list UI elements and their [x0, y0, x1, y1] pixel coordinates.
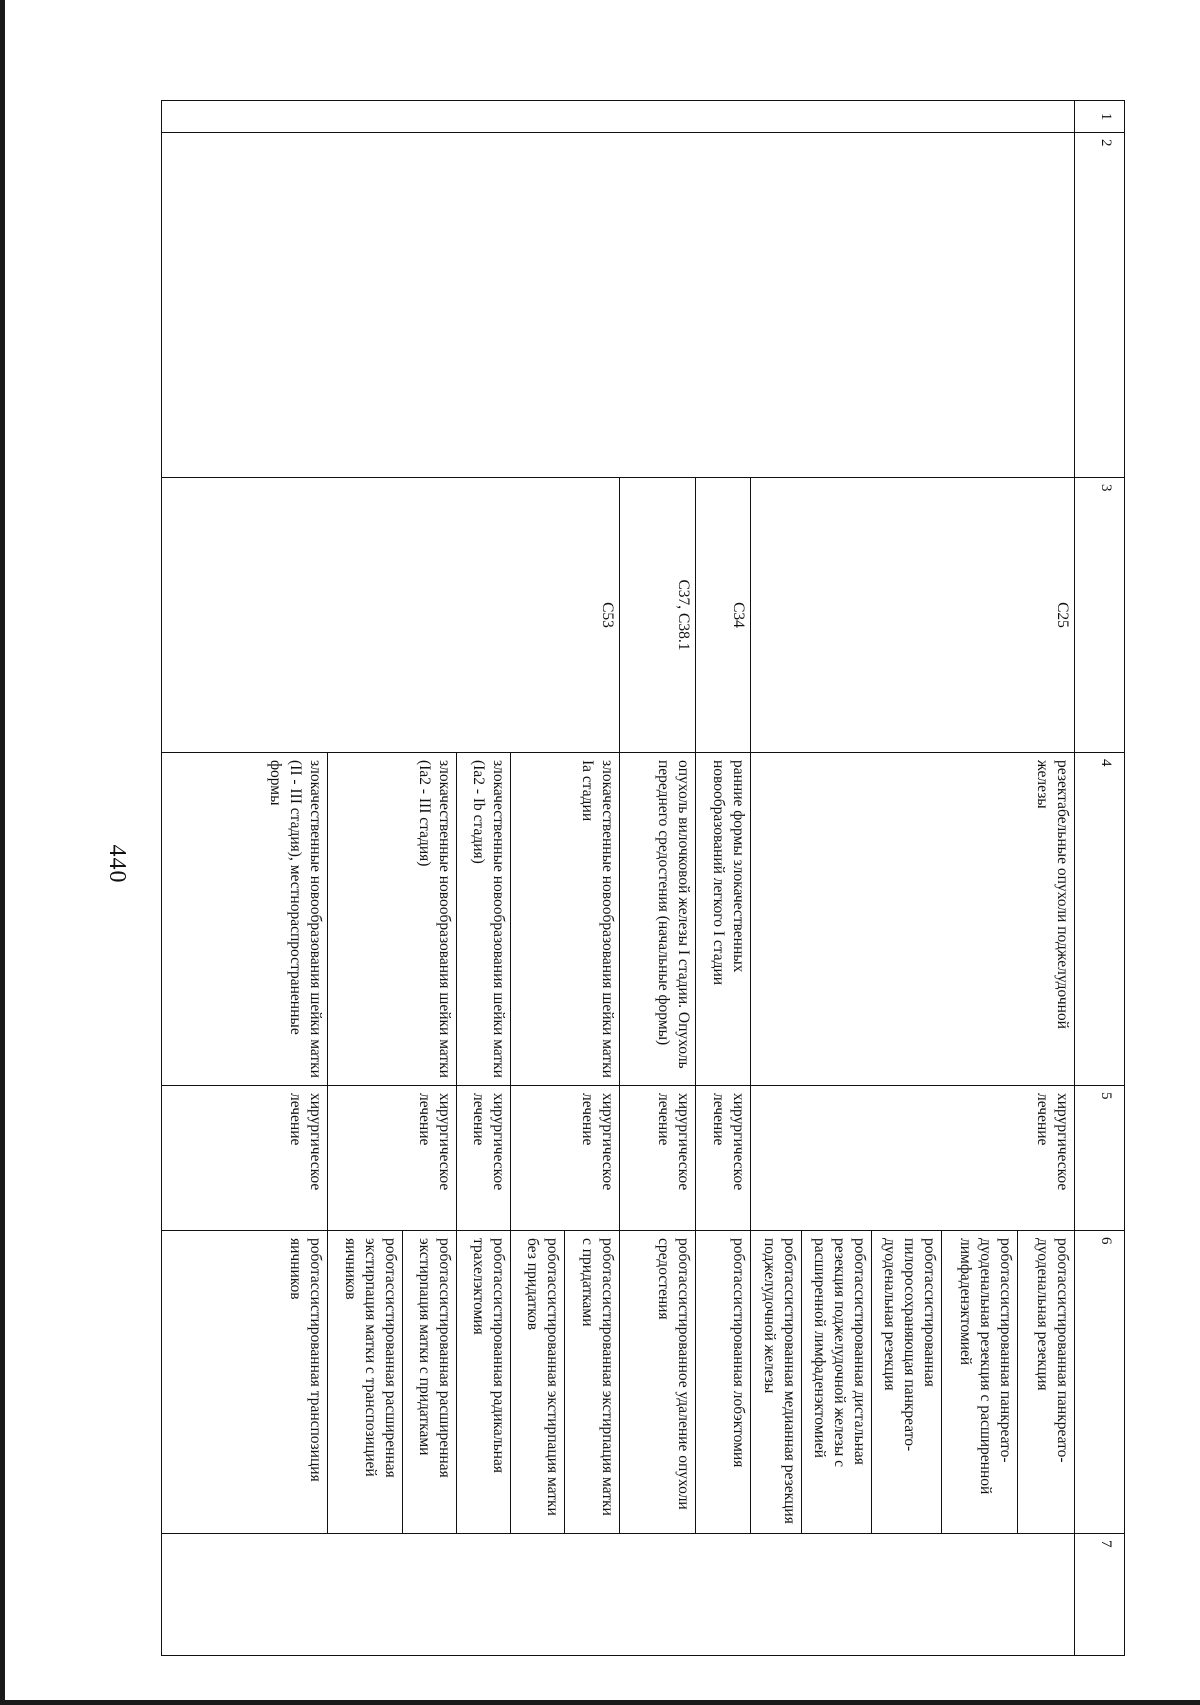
method-cell: роботассистированная экстирпация матки без придатков: [511, 1231, 565, 1534]
cell-col2: [162, 133, 1075, 478]
medical-care-table: [161, 100, 1125, 1656]
method-cell: роботассистированная радикальная трахелэктомия: [457, 1231, 511, 1534]
method-cell: роботассистированная дистальная резекция поджелудочной железы с расширенной лимфаденэктомией: [802, 1231, 872, 1534]
treatment-type-cell: хирургическое лечение: [696, 1086, 751, 1231]
column-number-7: 7: [1075, 1534, 1125, 1656]
diagnosis-cell: опухоль вилочковой железы I стадии. Опухоль переднего средостения (начальные формы): [620, 753, 696, 1086]
diagnosis-cell: злокачественные новообразования шейки матки (Ia2 - III стадия): [328, 753, 457, 1086]
diagnosis-cell: злокачественные новообразования шейки матки Ia стадии: [511, 753, 620, 1086]
cell-col1: [162, 101, 1075, 133]
method-cell: роботассистированная экстирпация матки с придатками: [565, 1231, 620, 1534]
page-number: 440: [104, 844, 130, 884]
treatment-type-cell: хирургическое лечение: [751, 1086, 1075, 1231]
treatment-type-cell: хирургическое лечение: [328, 1086, 457, 1231]
method-cell: роботассистированное удаление опухоли средостения: [620, 1231, 696, 1534]
diagnosis-cell: злокачественные новообразования шейки матки (Ia2 - Ib стадия): [457, 753, 511, 1086]
method-cell: роботассистированная лобэктомия: [696, 1231, 751, 1534]
method-cell: роботассистированная панкреато-дуоденальная резекция с расширенной лимфаденэктомией: [942, 1231, 1018, 1534]
method-cell: роботассистированная медианная резекция поджелудочной железы: [751, 1231, 802, 1534]
treatment-type-cell: хирургическое лечение: [511, 1086, 620, 1231]
scan-edge-left: [0, 0, 5, 1705]
table-row: [1018, 101, 1075, 1656]
rotated-table-sheet: [20, 100, 1125, 1655]
column-number-4: 4: [1075, 753, 1125, 1086]
column-number-2: 2: [1075, 133, 1125, 478]
code-cell: C37, C38.1: [620, 478, 696, 753]
diagnosis-cell: ранние формы злокачественных новообразований легкого I стадии: [696, 753, 751, 1086]
code-cell: C34: [696, 478, 751, 753]
scan-edge-bottom: [0, 1700, 1200, 1705]
method-cell: роботассистированная транспозиция яичников: [162, 1231, 328, 1534]
diagnosis-cell: резектабельные опухоли поджелудочной железы: [751, 753, 1075, 1086]
cell-col7: [162, 1534, 1075, 1656]
method-cell: роботассистированная пилоросохраняющая панкреато-дуоденальная резекция: [872, 1231, 942, 1534]
code-cell: C25: [751, 478, 1075, 753]
method-cell: роботассистированная расширенная экстирпация матки с придатками: [403, 1231, 457, 1534]
method-cell: роботассистированная расширенная экстирпация матки с транспозицией яичников: [328, 1231, 403, 1534]
treatment-type-cell: хирургическое лечение: [620, 1086, 696, 1231]
column-number-row: [1075, 101, 1125, 1656]
method-cell: роботассистированная панкреато-дуоденальная резекция: [1018, 1231, 1075, 1534]
treatment-type-cell: хирургическое лечение: [457, 1086, 511, 1231]
diagnosis-cell: злокачественные новообразования шейки матки (II - III стадия), местнораспространенные формы: [162, 753, 328, 1086]
column-number-3: 3: [1075, 478, 1125, 753]
column-number-5: 5: [1075, 1086, 1125, 1231]
code-cell: C53: [162, 478, 620, 753]
treatment-type-cell: хирургическое лечение: [162, 1086, 328, 1231]
column-number-1: 1: [1075, 101, 1125, 133]
column-number-6: 6: [1075, 1231, 1125, 1534]
